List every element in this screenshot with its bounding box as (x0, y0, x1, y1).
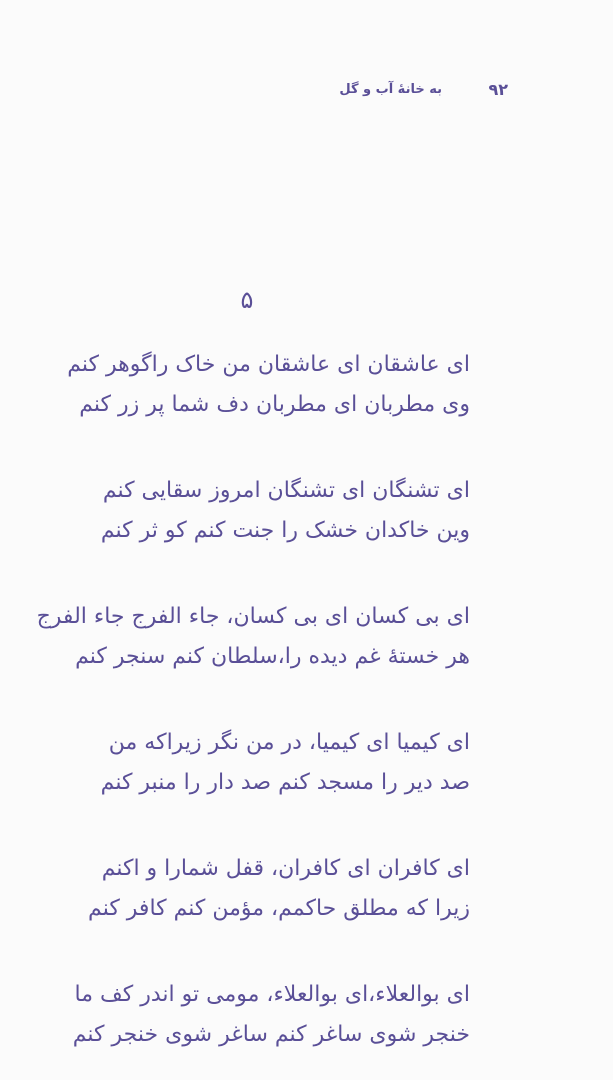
stanza (40, 471, 470, 551)
stanza (40, 975, 470, 1055)
stanza (40, 345, 470, 425)
stanza (40, 723, 470, 803)
page-number: ۹۲ (488, 80, 508, 99)
verse-line: وی مطربان ای مطربان دف شما پر زر کنم (79, 392, 470, 417)
verse-line: وین خاکدان خشک را جنت کنم کو ثر کنم (100, 518, 470, 543)
verse-line: هر خستهٔ غم دیده را،سلطان کنم سنجر کنم (75, 644, 470, 669)
stanza (36, 597, 470, 677)
verse-line: خنجر شوی ساغر کنم ساغر شوی خنجر کنم (72, 1022, 470, 1047)
verse-line: زیرا که مطلق حاکمم، مؤمن کنم کافر کنم (88, 896, 470, 921)
stanza (40, 849, 470, 929)
verse-line: صد دیر را مسجد کنم صد دار را منبر کنم (100, 770, 470, 795)
verse-line: ای تشنگان ای تشنگان امروز سقایی کنم (102, 478, 470, 503)
verse-line: ای عاشقان ای عاشقان من خاک راگوهر کنم (67, 352, 470, 377)
poem-number: ۵ (240, 286, 254, 314)
verse-line: ای بوالعلاء،ای بوالعلاء، مومی تو اندر کف ما (74, 982, 470, 1007)
poem-body (36, 345, 470, 1080)
page-header (330, 80, 520, 104)
running-title: به خانهٔ آب و گل (339, 82, 442, 97)
verse-line: ای کیمیا ای کیمیا، در من نگر زیراکه من (108, 730, 470, 755)
verse-line: ای کافران ای کافران، قفل شمارا و اکنم (101, 856, 470, 881)
verse-line: ای بی کسان ای بی کسان، جاء الفرج جاء الفرج (36, 604, 470, 629)
